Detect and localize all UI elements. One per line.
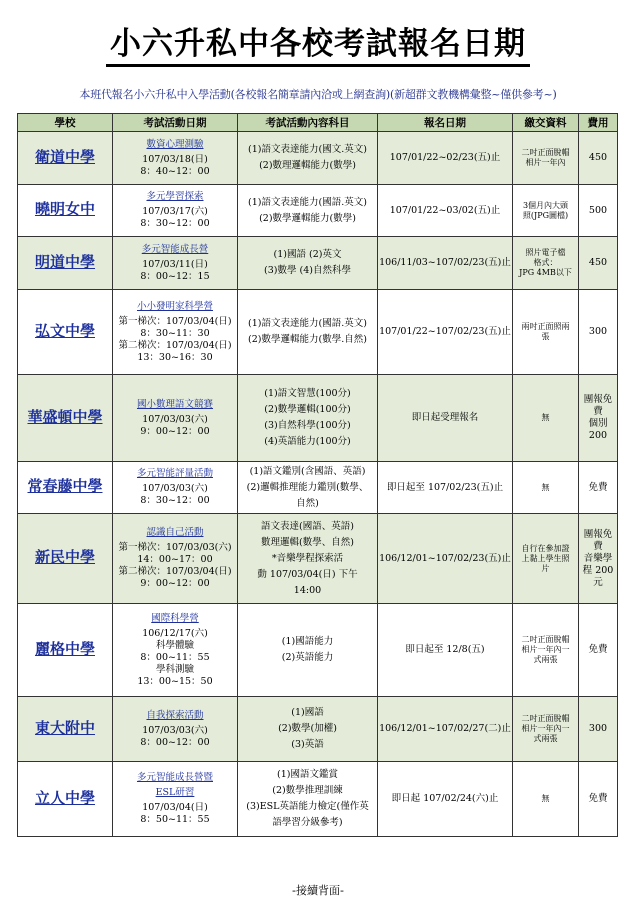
table-row xyxy=(18,462,618,514)
text-line: 兩吋正面照兩 xyxy=(521,322,570,331)
registration-cell: 即日起至 107/02/23(五)止 xyxy=(378,462,513,514)
activity-dates-cell xyxy=(113,514,238,604)
activity-link[interactable]: 自我探索活動 xyxy=(146,709,204,721)
text-line: 上黏上學生照 xyxy=(521,553,570,563)
activity-link[interactable]: 多元智能成長營 xyxy=(141,243,209,255)
text-line: 相片一年內 xyxy=(525,158,566,167)
text-line: 107/03/04(日) xyxy=(142,802,208,813)
table-row xyxy=(18,697,618,762)
text-line: 3個月內大頭 xyxy=(522,200,569,210)
text-line: 13：00~15：50 xyxy=(137,675,213,687)
table-header-row xyxy=(18,114,618,132)
registration-cell: 107/01/22~02/23(五)止 xyxy=(378,132,513,185)
text-line: 自行在參加證 xyxy=(521,543,570,553)
content-cell xyxy=(238,604,378,697)
text-line: 9：00~12：00 xyxy=(140,578,210,589)
docs-cell xyxy=(513,132,579,185)
text-line: 式兩張 xyxy=(533,734,558,743)
text-line: 程 200 xyxy=(582,564,614,576)
text-line: 8：40~12：00 xyxy=(140,165,210,177)
fee-cell xyxy=(579,514,618,604)
text-line: 動 107/03/04(日) 下午 xyxy=(257,568,358,580)
text-line: 第二梯次：107/03/04(日) xyxy=(118,566,232,577)
text-line: 二吋正面脫帽 xyxy=(521,148,570,157)
header-dates: 考試活動日期 xyxy=(113,114,238,132)
activity-dates-cell xyxy=(113,697,238,762)
fee-cell xyxy=(579,132,618,185)
text-line: 元 xyxy=(593,576,603,588)
text-line: 8：00~11：55 xyxy=(140,651,210,663)
docs-cell xyxy=(513,762,579,837)
content-cell xyxy=(238,237,378,290)
page-subtitle: 本班代報名小六升私中入學活動(各校報名簡章請內洽或上網查詢)(新超群文教機構彙整~僅供參考~) xyxy=(79,88,557,101)
school-link[interactable]: 麗格中學 xyxy=(34,639,95,658)
content-cell xyxy=(238,762,378,837)
school-link[interactable]: 曉明女中 xyxy=(34,200,95,218)
fee-cell xyxy=(579,604,618,697)
activity-link[interactable]: 多元智能評量活動 xyxy=(136,468,213,479)
text-line: 片 xyxy=(541,563,550,573)
header-registration: 報名日期 xyxy=(378,114,513,132)
docs-cell xyxy=(513,237,579,290)
text-line: (2)數理邏輯能力(數學) xyxy=(259,160,356,171)
text-line: 500 xyxy=(588,204,608,216)
school-cell xyxy=(18,604,113,697)
content-cell xyxy=(238,185,378,237)
text-line: 8：30~12：00 xyxy=(140,218,210,229)
text-line: (2)邏輯推理能力鑑別(數學、 xyxy=(246,481,369,493)
table-row xyxy=(18,290,618,375)
text-line: 200 xyxy=(588,430,608,441)
text-line: 107/03/03(六) xyxy=(142,724,208,736)
table-row xyxy=(18,762,618,837)
table-row xyxy=(18,375,618,462)
activity-link[interactable]: 多元學習探索 xyxy=(146,191,204,202)
school-link[interactable]: 衛道中學 xyxy=(34,147,95,166)
text-line: 學科測驗 xyxy=(155,663,194,675)
text-line: (2)數學(加權) xyxy=(278,723,337,734)
activity-dates-cell xyxy=(113,132,238,185)
text-line: (2)數學邏輯能力(數學.自然) xyxy=(248,334,367,345)
text-line: 300 xyxy=(588,723,608,734)
text-line: 團報免 xyxy=(583,528,613,540)
school-cell xyxy=(18,697,113,762)
activity-link[interactable]: ESL研習 xyxy=(155,787,195,798)
docs-cell xyxy=(513,185,579,237)
text-line: 費 xyxy=(593,406,603,417)
text-line: 自然) xyxy=(296,497,319,509)
text-line: 式兩張 xyxy=(533,655,558,664)
activity-dates-cell xyxy=(113,462,238,514)
text-line: 相片一年內一 xyxy=(521,645,570,654)
school-cell xyxy=(18,132,113,185)
registration-cell: 即日起 107/02/24(六)止 xyxy=(378,762,513,837)
school-cell xyxy=(18,185,113,237)
text-line: 無 xyxy=(541,794,550,803)
activity-link[interactable]: 多元智能成長營暨 xyxy=(136,772,213,783)
school-link[interactable]: 東大附中 xyxy=(34,718,95,737)
text-line: (2)數學推理訓練 xyxy=(272,785,343,796)
text-line: 無 xyxy=(541,482,550,492)
text-line: 第一梯次：107/03/04(日) xyxy=(118,315,232,327)
activity-link[interactable]: 國小數理語文競賽 xyxy=(136,398,213,410)
text-line: 語文表達(國語、英語) xyxy=(261,520,354,532)
table-row xyxy=(18,185,618,237)
text-line: (1)國語 xyxy=(291,707,324,718)
activity-link[interactable]: 國際科學營 xyxy=(151,612,199,624)
text-line: JPG 4MB以下 xyxy=(519,268,572,277)
fee-cell xyxy=(579,462,618,514)
text-line: (1)語文表達能力(國語.英文) xyxy=(248,196,367,208)
text-line: 8：50~11：55 xyxy=(140,814,210,825)
text-line: (3)英語 xyxy=(291,739,324,750)
text-line: *音樂學程探索活 xyxy=(271,552,344,564)
text-line: 14:00 xyxy=(293,584,322,596)
table-row xyxy=(18,514,618,604)
text-line: (1)語文智慧(100分) xyxy=(264,388,351,399)
school-cell xyxy=(18,290,113,375)
text-line: (3)自然科學(100分) xyxy=(264,420,351,431)
registration-cell: 107/01/22~107/02/23(五)止 xyxy=(378,290,513,375)
fee-cell xyxy=(579,697,618,762)
activity-dates-cell xyxy=(113,290,238,375)
text-line: 免費 xyxy=(588,644,608,655)
text-line: (1)國語文鑑賞 xyxy=(277,769,338,780)
header-docs: 繳交資料 xyxy=(513,114,579,132)
docs-cell xyxy=(513,697,579,762)
docs-cell xyxy=(513,604,579,697)
registration-cell: 107/01/22~03/02(五)止 xyxy=(378,185,513,237)
text-line: 張 xyxy=(541,332,550,341)
text-line: (2)數學邏輯(100分) xyxy=(264,404,351,415)
fee-cell xyxy=(579,762,618,837)
docs-cell xyxy=(513,375,579,462)
text-line: (1)國語 (2)英文 xyxy=(273,249,342,260)
registration-cell: 即日起至 12/8(五) xyxy=(378,604,513,697)
text-line: 8：00~12：15 xyxy=(140,270,210,282)
school-link[interactable]: 新民中學 xyxy=(34,548,95,566)
text-line: (2)英語能力 xyxy=(281,652,334,663)
school-link[interactable]: 明道中學 xyxy=(34,252,95,271)
fee-cell xyxy=(579,185,618,237)
footer-note: -接續背面- xyxy=(292,884,344,897)
table-row xyxy=(18,132,618,185)
school-cell xyxy=(18,514,113,604)
text-line: 107/03/17(六) xyxy=(142,206,208,217)
text-line: 音樂學 xyxy=(583,552,613,564)
activity-link[interactable]: 認識自己活動 xyxy=(146,527,204,538)
text-line: 語學習分級參考) xyxy=(272,817,343,828)
text-line: 二吋正面脫帽 xyxy=(521,635,570,644)
activity-link[interactable]: 小小發明家科學營 xyxy=(136,300,213,312)
content-cell xyxy=(238,132,378,185)
school-link[interactable]: 立人中學 xyxy=(34,788,95,807)
registration-cell: 106/11/03~107/02/23(五)止 xyxy=(378,237,513,290)
docs-cell xyxy=(513,290,579,375)
text-line: 106/12/17(六) xyxy=(142,627,208,639)
table-row xyxy=(18,237,618,290)
text-line: 費 xyxy=(593,540,603,552)
text-line: 450 xyxy=(588,152,608,163)
text-line: 107/03/18(日) xyxy=(142,153,208,165)
schedule-table xyxy=(17,113,618,837)
text-line: 107/03/03(六) xyxy=(142,413,208,425)
text-line: 第二梯次：107/03/04(日) xyxy=(118,339,232,351)
text-line: 無 xyxy=(541,413,550,422)
text-line: 照(JPG圖檔) xyxy=(522,210,569,220)
fee-cell xyxy=(579,237,618,290)
text-line: 二吋正面脫帽 xyxy=(521,714,570,723)
activity-link[interactable]: 數資心理測驗 xyxy=(146,138,204,150)
text-line: 450 xyxy=(588,257,608,268)
school-cell xyxy=(18,762,113,837)
header-fee: 費用 xyxy=(579,114,618,132)
text-line: (4)英語能力(100分) xyxy=(264,436,351,447)
text-line: 相片一年內一 xyxy=(521,724,570,733)
text-line: (1)語文鑑別(含國語、英語) xyxy=(249,465,366,477)
table-row xyxy=(18,604,618,697)
school-link[interactable]: 華盛頓中學 xyxy=(27,407,103,426)
registration-cell: 106/12/01~107/02/27(二)止 xyxy=(378,697,513,762)
text-line: 13：30~16：30 xyxy=(137,351,213,363)
text-line: (1)國語能力 xyxy=(281,636,334,647)
activity-dates-cell xyxy=(113,604,238,697)
text-line: 免費 xyxy=(588,481,608,493)
activity-dates-cell xyxy=(113,185,238,237)
text-line: 8：30~11：30 xyxy=(140,327,210,339)
text-line: 個別 xyxy=(588,418,608,429)
text-line: 8：30~12：00 xyxy=(140,495,210,506)
text-line: 9：00~12：00 xyxy=(140,425,210,437)
text-line: 照片電子檔 xyxy=(525,248,566,257)
text-line: 14：00~17：00 xyxy=(137,554,213,565)
content-cell xyxy=(238,290,378,375)
activity-dates-cell xyxy=(113,375,238,462)
text-line: 第一梯次：107/03/03(六) xyxy=(118,542,232,553)
text-line: 免費 xyxy=(588,793,608,804)
registration-cell: 106/12/01~107/02/23(五)止 xyxy=(378,514,513,604)
text-line: 8：00~12：00 xyxy=(140,736,210,748)
content-cell xyxy=(238,462,378,514)
registration-cell: 即日起受理報名 xyxy=(378,375,513,462)
text-line: (2)數學邏輯能力(數學) xyxy=(259,212,356,224)
text-line: (3)ESL英語能力檢定(僅作英 xyxy=(246,801,369,812)
docs-cell xyxy=(513,514,579,604)
header-content: 考試活動內容科目 xyxy=(238,114,378,132)
fee-cell xyxy=(579,375,618,462)
text-line: 格式： xyxy=(533,258,558,267)
text-line: 團報免 xyxy=(583,394,613,405)
school-cell xyxy=(18,462,113,514)
text-line: (3)數學 (4)自然科學 xyxy=(264,265,351,276)
school-cell xyxy=(18,375,113,462)
activity-dates-cell xyxy=(113,237,238,290)
content-cell xyxy=(238,697,378,762)
text-line: (1)語文表達能力(國文.英文) xyxy=(248,144,367,155)
text-line: 300 xyxy=(588,326,608,337)
school-link[interactable]: 弘文中學 xyxy=(34,321,95,340)
text-line: 數理邏輯(數學、自然) xyxy=(261,536,354,548)
text-line: (1)語文表達能力(國語.英文) xyxy=(248,318,367,329)
text-line: 107/03/11(日) xyxy=(142,258,208,270)
page-title: 小六升私中各校考試報名日期 xyxy=(0,18,636,63)
activity-dates-cell xyxy=(113,762,238,837)
school-link[interactable]: 常春藤中學 xyxy=(27,477,103,495)
school-cell xyxy=(18,237,113,290)
docs-cell xyxy=(513,462,579,514)
fee-cell xyxy=(579,290,618,375)
content-cell xyxy=(238,375,378,462)
text-line: 107/03/03(六) xyxy=(142,483,208,494)
content-cell xyxy=(238,514,378,604)
text-line: 科學體驗 xyxy=(155,639,194,651)
header-school: 學校 xyxy=(18,114,113,132)
